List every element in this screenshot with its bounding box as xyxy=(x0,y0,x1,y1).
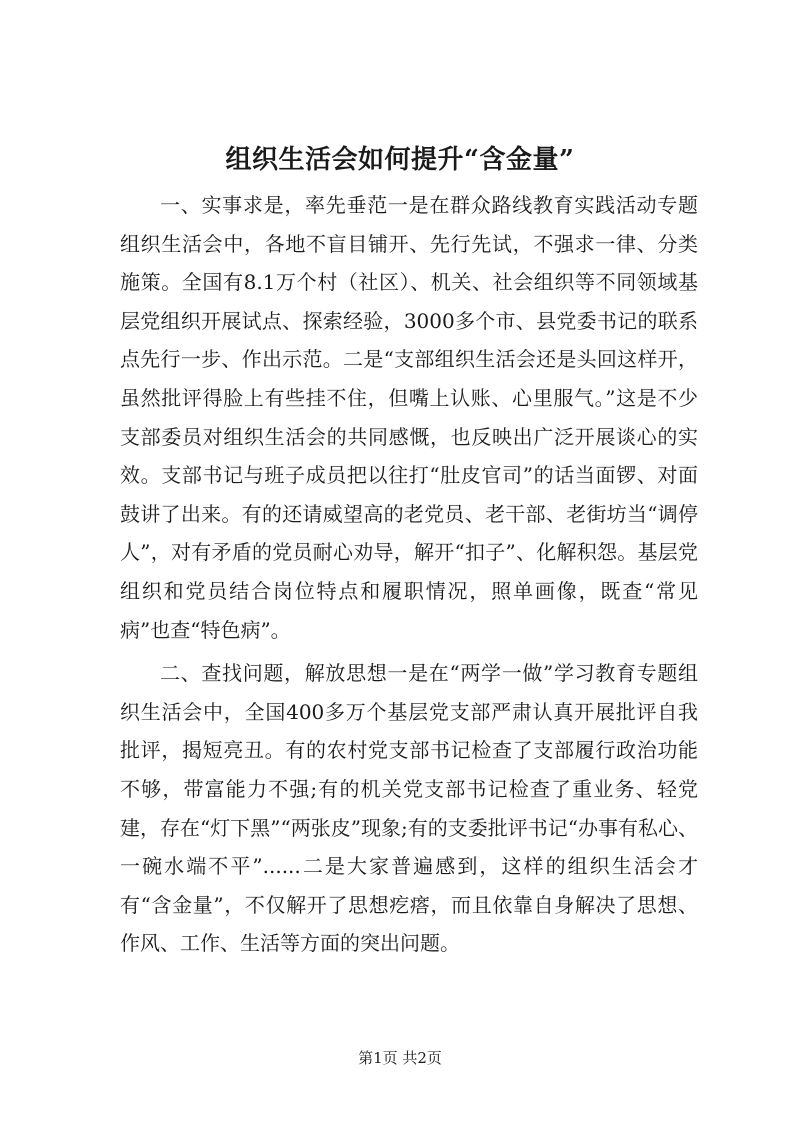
document-body xyxy=(120,186,698,963)
paragraph-1: 一、实事求是，率先垂范一是在群众路线教育实践活动专题组织生活会中，各地不盲目铺开、先行先试，不强求一律、分类施策。全国有8.1万个村（社区）、机关、社会组织等不同领域基层党组织开展试点、探索经验，3000多个市、县党委书记的联系点先行一步、作出示范。二是“支部组织生活会还是头回这样开，虽然批评得脸上有些挂不住，但嘴上认账、心里服气。”这是不少支部委员对组织生活会的共同感慨，也反映出广泛开展谈心的实效。支部书记与班子成员把以往打“肚皮官司”的话当面锣、对面鼓讲了出来。有的还请威望高的老党员、老干部、老街坊当“调停人”，对有矛盾的党员耐心劝导，解开“扣子”、化解积怨。基层党组织和党员结合岗位特点和履职情况，照单画像，既查“常见病”也查“特色病”。 xyxy=(120,193,698,642)
paragraph-2: 二、查找问题，解放思想一是在“两学一做”学习教育专题组织生活会中，全国400多万个基层党支部严肃认真开展批评自我批评，揭短亮丑。有的农村党支部书记检查了支部履行政治功能不够，带富能力不强;有的机关党支部书记检查了重业务、轻党建，存在“灯下黑”“两张皮”现象;有的支委批评书记“办事有私心、一碗水端不平”......二是大家普遍感到，这样的组织生活会才有“含金量”，不仅解开了思想疙瘩，而且依靠自身解决了思想、作风、工作、生活等方面的突出问题。 xyxy=(120,661,698,956)
page-title: 组织生活会如何提升“含金量” xyxy=(225,145,575,175)
page-number-footer: 第1页 共2页 xyxy=(358,1049,442,1067)
